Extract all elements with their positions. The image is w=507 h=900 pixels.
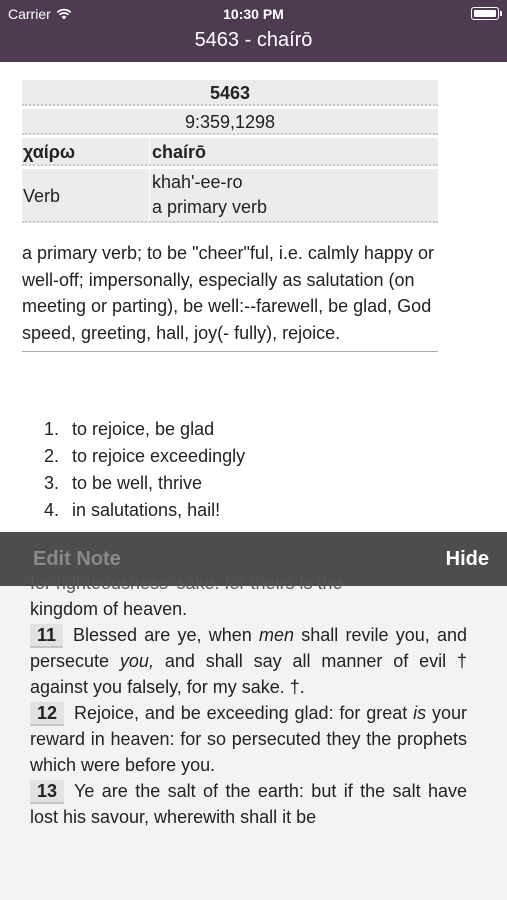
- pronunciation: khah'-ee-ro: [152, 172, 243, 192]
- list-item: [34, 443, 245, 470]
- lexicon-reference: 9:359,1298: [22, 109, 438, 135]
- clock: 10:30 PM: [223, 6, 284, 22]
- battery-icon: [471, 7, 499, 20]
- pronunciation-cell: [150, 169, 438, 221]
- definition-text: a primary verb; to be "cheer"ful, i.e. calmly happy or well-off; impersonally, especially as salutation (on meeting or parting), be well:--farewell, be glad, God speed, greeting, hall, joy(- fully), rejoice.: [22, 240, 438, 352]
- entry-table: [22, 80, 438, 226]
- passage-panel[interactable]: [0, 573, 507, 900]
- sense-number: 4.: [44, 500, 60, 520]
- sense-text: to rejoice exceedingly: [72, 446, 246, 466]
- partial-line-2: kingdom of heaven.: [30, 599, 188, 619]
- edit-note-button[interactable]: Edit Note: [33, 547, 121, 570]
- grammar-row: [22, 169, 438, 223]
- part-of-speech: Verb: [22, 169, 150, 221]
- derivation: a primary verb: [152, 197, 268, 217]
- verse-text: [30, 573, 467, 830]
- verse-number[interactable]: 13: [30, 780, 64, 804]
- sense-number: 3.: [44, 473, 60, 493]
- hide-button[interactable]: Hide: [445, 547, 489, 570]
- verse[interactable]: 12 Rejoice, and be exceeding glad: for great is your reward in heaven: for so persecuted they the prophets which were before you.: [30, 703, 467, 775]
- sense-number: 1.: [44, 419, 60, 439]
- greek-word: χαίρω: [22, 138, 150, 164]
- transliteration: chaírō: [152, 142, 207, 162]
- verse-number[interactable]: 12: [30, 702, 64, 726]
- verse[interactable]: 11 Blessed are ye, when men shall revile you, and persecute you, and shall say all manner of evil † against you falsely, for my sake. †.: [30, 625, 467, 697]
- sense-text: in salutations, hail!: [72, 500, 221, 520]
- status-bar: [0, 0, 507, 26]
- word-row: [22, 138, 438, 166]
- page-title: 5463 - chaírō: [194, 29, 313, 51]
- list-item: [34, 497, 245, 524]
- verse[interactable]: 13 Ye are the salt of the earth: but if the salt have lost his savour, wherewith shall it be: [30, 781, 467, 827]
- sense-list: [34, 416, 245, 524]
- sense-text: to be well, thrive: [72, 473, 203, 493]
- nav-header: [0, 0, 507, 62]
- partial-line: for righteousness' sake: for theirs is the: [30, 573, 343, 593]
- list-item: [34, 416, 245, 443]
- sense-number: 2.: [44, 446, 60, 466]
- list-item: [34, 470, 245, 497]
- carrier-label: Carrier: [8, 6, 51, 22]
- strongs-number: 5463: [22, 80, 438, 106]
- sense-text: to rejoice, be glad: [72, 419, 215, 439]
- verse-number[interactable]: 11: [30, 624, 63, 648]
